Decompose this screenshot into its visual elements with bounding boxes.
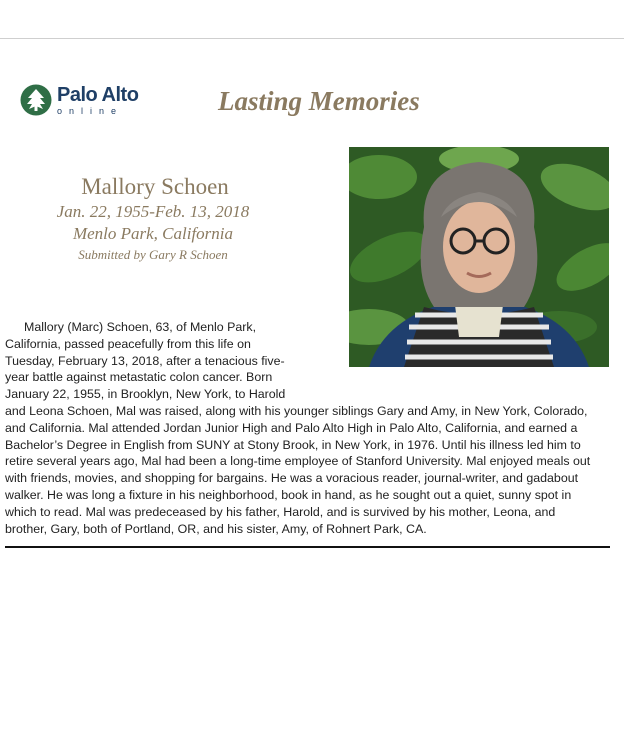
obit-line: and Leona Schoen, Mal was raised, along with his younger siblings Gary and Amy, in New York, Colorado, [5,404,588,418]
obit-line: Mallory (Marc) Schoen, 63, of Menlo Park, [24,320,257,334]
life-dates: Jan. 22, 1955-Feb. 13, 2018 [56,202,250,221]
logo-subtitle: online [57,105,124,116]
submitted-by: Submitted by Gary R Schoen [78,247,228,262]
bottom-rule [5,546,610,548]
obit-line: which to read. Mal was predeceased by his father, Harold, and is survived by his mother, Leona, and [5,504,556,519]
top-divider [0,38,624,39]
portrait-photo [349,147,609,367]
logo-name: Palo Alto [57,83,139,106]
obit-line: brother, Gary, both of Portland, OR, and his sister, Amy, of Rohnert Park, CA. [5,521,427,536]
obit-line: year battle against metastatic colon cancer. Born [5,370,273,385]
obit-line: California, passed peacefully from this life on [5,336,251,351]
obit-line: Bachelor’s Degree in English from SUNY at Stony Brook, in New York, in 1976. Until his illness led him to [5,437,581,452]
obit-line: walker. He was long a fixture in his neighborhood, book in hand, as he sought out a quiet, sunny spot in [5,487,572,502]
obit-line: Tuesday, February 13, 2018, after a tenacious five- [5,353,285,368]
obit-line: with friends, movies, and shopping for bargains. He was a voracious reader, journal-writer, and gadabout [5,471,579,486]
obit-line: and California. Mal attended Jordan Junior High and Palo Alto High in Palo Alto, California, and earned a [5,420,578,435]
person-name: Mallory Schoen [81,174,229,199]
obituary-text-bottom [5,403,609,537]
obit-line: retire several years ago, Mal had been a long-time employee of Stanford University. Mal enjoyed meals out [5,454,591,469]
masthead-title: Lasting Memories [218,86,420,116]
hometown: Menlo Park, California [72,224,234,243]
obituary-text-top [5,319,305,403]
obituary-header [0,173,300,265]
obit-line: January 22, 1955, in Brooklyn, New York, to Harold [5,387,286,402]
palo-alto-online-logo[interactable] [20,84,138,116]
tree-logo-icon [20,84,52,116]
